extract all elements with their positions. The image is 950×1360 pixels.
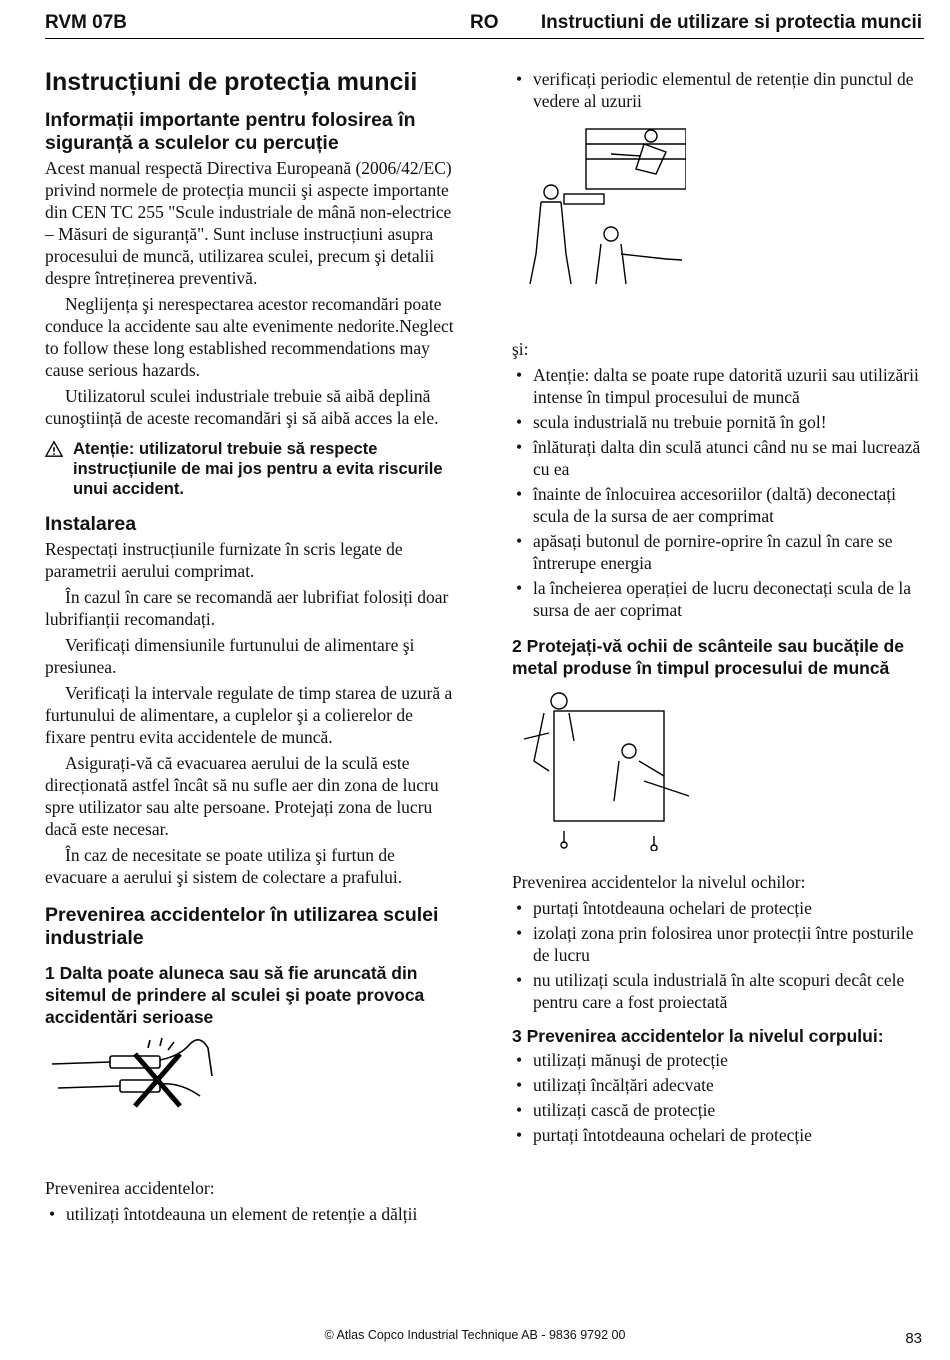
retention-check-list <box>512 68 924 112</box>
heading-important-info: Informații importante pentru folosirea în siguranță a sculelor cu percuție <box>45 109 416 154</box>
heading-body-protection: 3 Prevenirea accidentelor la nivelul corpului: <box>512 1026 884 1046</box>
warning-note <box>45 439 457 499</box>
prevention-list <box>45 1203 457 1225</box>
paragraph-neglect: Neglijența şi nerespectarea acestor recomandări poate conduce la accidente sau alte evenimente nedorite.Neglect to follow these long established recommendations may cause serious hazards. <box>45 294 454 380</box>
list-item: • utilizați mănuşi de protecție <box>516 1050 728 1070</box>
heading-accident-prevention: Prevenirea accidentelor în utilizarea sculei industriale <box>45 904 439 949</box>
right-column <box>512 68 924 1149</box>
eye-prevention-intro: Prevenirea accidentelor la nivelul ochilor: <box>512 872 806 892</box>
list-item: • scula industrială nu trebuie pornită în gol! <box>516 412 827 432</box>
paragraph-user-knowledge: Utilizatorul sculei industriale trebuie să aibă deplină cunoştiință de aceste recomandări şi să aibă acces la ele. <box>45 386 439 428</box>
heading-installation: Instalarea <box>45 513 137 535</box>
page-header <box>45 10 924 39</box>
page-number: 83 <box>905 1330 922 1347</box>
list-item: • înlăturați dalta din sculă atunci când nu se mai lucrează cu ea <box>516 437 921 479</box>
body-prevention-list <box>512 1049 924 1146</box>
workers-drilling-illustration <box>516 124 686 294</box>
list-item: • utilizați încălțări adecvate <box>516 1075 714 1095</box>
list-item: • verificați periodic elementul de retenție din punctul de vedere al uzurii <box>516 69 914 111</box>
welding-screen-illustration <box>514 691 694 851</box>
list-item: • apăsați butonul de pornire-oprire în cazul în care se întrerupe energia <box>516 531 893 573</box>
list-item: • purtați întotdeauna ochelari de protecție <box>516 898 812 918</box>
and-label: şi: <box>512 339 529 359</box>
left-column <box>45 62 457 1228</box>
install-paragraph-6: În caz de necesitate se poate utiliza şi furtun de evacuare a aerului şi sistem de colectare a prafului. <box>45 845 403 887</box>
chisel-tool-illustration <box>50 1036 230 1121</box>
warning-triangle-icon <box>45 440 63 458</box>
list-item: • înainte de înlocuirea accesoriilor (daltă) deconectați scula de la sursa de aer comprimat <box>516 484 896 526</box>
install-paragraph-2: În cazul în care se recomandă aer lubrifiat folosiți doar lubrifianții recomandați. <box>45 587 449 629</box>
install-paragraph-4: Verificați la intervale regulate de timp starea de uzură a furtunului de alimentare, a cuplelor şi a colierelor de fixare pentru evita accidentele de muncă. <box>45 683 453 747</box>
footer-copyright: © Atlas Copco Industrial Technique AB - 9836 9792 00 <box>324 1328 626 1342</box>
paragraph-directive: Acest manual respectă Directiva Europeană (2006/42/EC) privind normele de protecția muncii şi aspecte importante din CEN TC 255 "Scule industriale de mână non-electrice – Măsuri de siguranță". Sunt incluse instrucțiuni asupra procesului de muncă, utilizarea sculei, precum şi detalii despre întreținerea preventivă. <box>45 158 452 288</box>
prevention-intro: Prevenirea accidentelor: <box>45 1178 215 1198</box>
list-item: • utilizați cască de protecție <box>516 1100 716 1120</box>
list-item: • izolați zona prin folosirea unor protecții între posturile de lucru <box>516 923 914 965</box>
install-paragraph-1: Respectați instrucțiunile furnizate în scris legate de parametrii aerului comprimat. <box>45 539 403 581</box>
page-title: Instrucțiuni de protecția muncii <box>45 68 418 96</box>
header-model: RVM 07B <box>45 12 128 33</box>
warning-text: Atenție: utilizatorul trebuie să respecte instrucțiunile de mai jos pentru a evita riscurile unui accident. <box>73 440 443 498</box>
list-item: • purtați întotdeauna ochelari de protecție <box>516 1125 812 1145</box>
header-language: RO <box>470 12 499 33</box>
eye-prevention-list <box>512 897 924 1013</box>
heading-chisel-risk: 1 Dalta poate aluneca sau să fie aruncată din sitemul de prindere al sculei şi poate provoca accidentări serioase <box>45 963 425 1027</box>
install-paragraph-3: Verificați dimensiunile furtunului de alimentare şi presiunea. <box>45 635 415 677</box>
header-title: Instructiuni de utilizare si protectia muncii <box>540 12 922 33</box>
chisel-care-list <box>512 364 924 621</box>
list-item: • utilizați întotdeauna un element de retenție a dălții <box>49 1204 418 1224</box>
list-item: • Atenție: dalta se poate rupe datorită uzurii sau utilizării intense în timpul procesului de muncă <box>516 365 919 407</box>
list-item: • nu utilizați scula industrială în alte scopuri decât cele pentru care a fost proiectată <box>516 970 905 1012</box>
install-paragraph-5: Asigurați-vă că evacuarea aerului de la sculă este direcționată astfel încât să nu sufle aer din zona de lucru spre utilizator sau alte persoane. Protejați zona de lucru dacă este necesar. <box>45 753 439 839</box>
list-item: • la încheierea operației de lucru deconectați scula de la sursa de aer coprimat <box>516 578 911 620</box>
heading-eye-protection: 2 Protejați-vă ochii de scânteile sau bucățile de metal produse în timpul procesului de muncă <box>512 636 904 678</box>
